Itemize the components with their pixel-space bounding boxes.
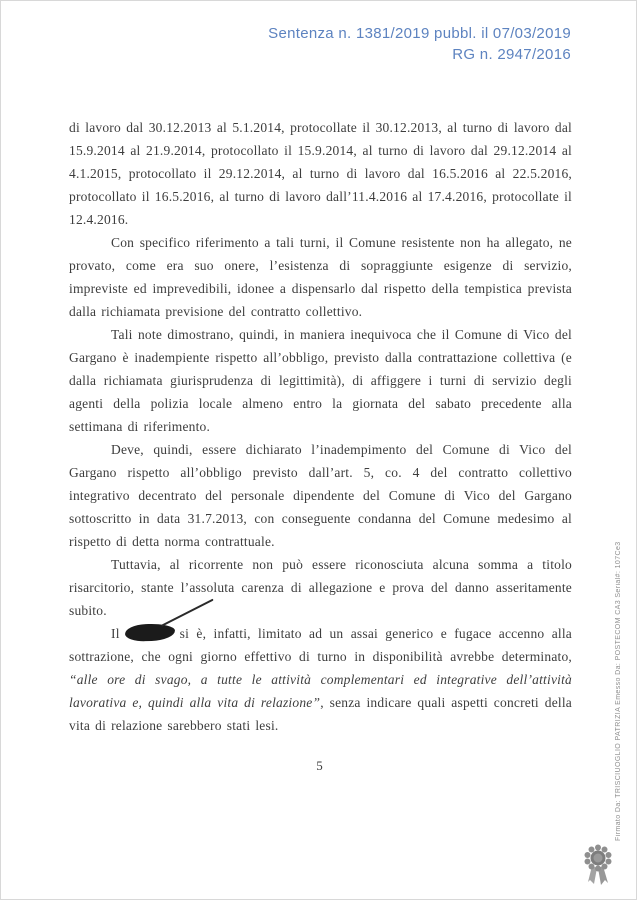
rg-number-line: RG n. 2947/2016 — [452, 46, 571, 63]
quoted-text: “alle ore di svago, a tutte le attività complementari ed integrative dell’attività lavorativa e, quindi alla vita di relazione” — [69, 672, 572, 710]
digital-signature-text: Firmato Da: TRISCIUOGLIO PATRIZIA Emesso Da: POSTECOM CA3 Serial#: 107Ce3 — [615, 541, 622, 841]
paragraph-tail: , senza indicare quali aspetti concreti della vita di relazione sarebbero stati lesi. — [69, 695, 572, 733]
page-number: 5 — [316, 758, 323, 773]
court-header — [268, 23, 571, 65]
paragraph-risarcimento: Tuttavia, al ricorrente non può essere riconosciuta alcuna somma a titolo risarcitorio, stante l’assoluta carenza di allegazione e prova del danno asseritamente subito. — [69, 557, 572, 618]
paragraph-inadempienza: Tali note dimostrano, quindi, in maniera inequivoca che il Comune di Vico del Gargano è inadempiente rispetto all’obbligo, previsto dalla contrattazione collettiva (e dalla richiamata giurisprudenza di legittimità), di affiggere i turni di servizio degli agenti della polizia locale almeno entro la giornata del sabato precedente alla settimana di riferimento. — [69, 327, 572, 434]
sentence-number-line: Sentenza n. 1381/2019 pubbl. il 07/03/2019 — [268, 25, 571, 42]
paragraph-dichiarazione: Deve, quindi, essere dichiarato l’inadempimento del Comune di Vico del Gargano rispetto all’obbligo previsto dall’art. 5, co. 4 del contratto collettivo integrativo decentrato del personale dipendente del Comune di Vico del Gargano sottoscritto in data 31.7.2013, con conseguente condanna del Comune medesimo al rispetto di detta norma contrattuale. — [69, 442, 572, 549]
judgment-body — [69, 116, 572, 737]
paragraph-mid: si è, infatti, limitato ad un assai generico e fugace accenno alla sottrazione, che ogni giorno effettivo di turno in disponibilità avrebbe determinato, — [69, 626, 572, 664]
paragraph-riferimento: Con specifico riferimento a tali turni, il Comune resistente non ha allegato, ne provato, come era suo onere, l’esistenza di sopraggiunte esigenze di servizio, impreviste ed imprevedibili, idonee a dispensarlo dal rispetto della tempistica prevista dalla richiamata previsione del contratto collettivo. — [69, 235, 572, 319]
paragraph-turni: di lavoro dal 30.12.2013 al 5.1.2014, protocollate il 30.12.2013, al turno di lavoro dal 15.9.2014 al 21.9.2014, protocollato il 15.9.2014, al turno di lavoro dal 29.12.2014 al 4.1.2015, protocollato il 29.12.2014, al turno di lavoro dal 16.5.2016 al 22.5.2016, protocollato il 16.5.2016, al turno di lavoro dall’11.4.2016 al 17.4.2016, protocollate il 12.4.2016. — [69, 120, 572, 227]
redaction-mark — [124, 623, 175, 642]
rosette-seal-icon — [582, 844, 614, 890]
paragraph-with-redaction — [69, 622, 572, 737]
paragraph-lead: Il — [111, 626, 120, 641]
